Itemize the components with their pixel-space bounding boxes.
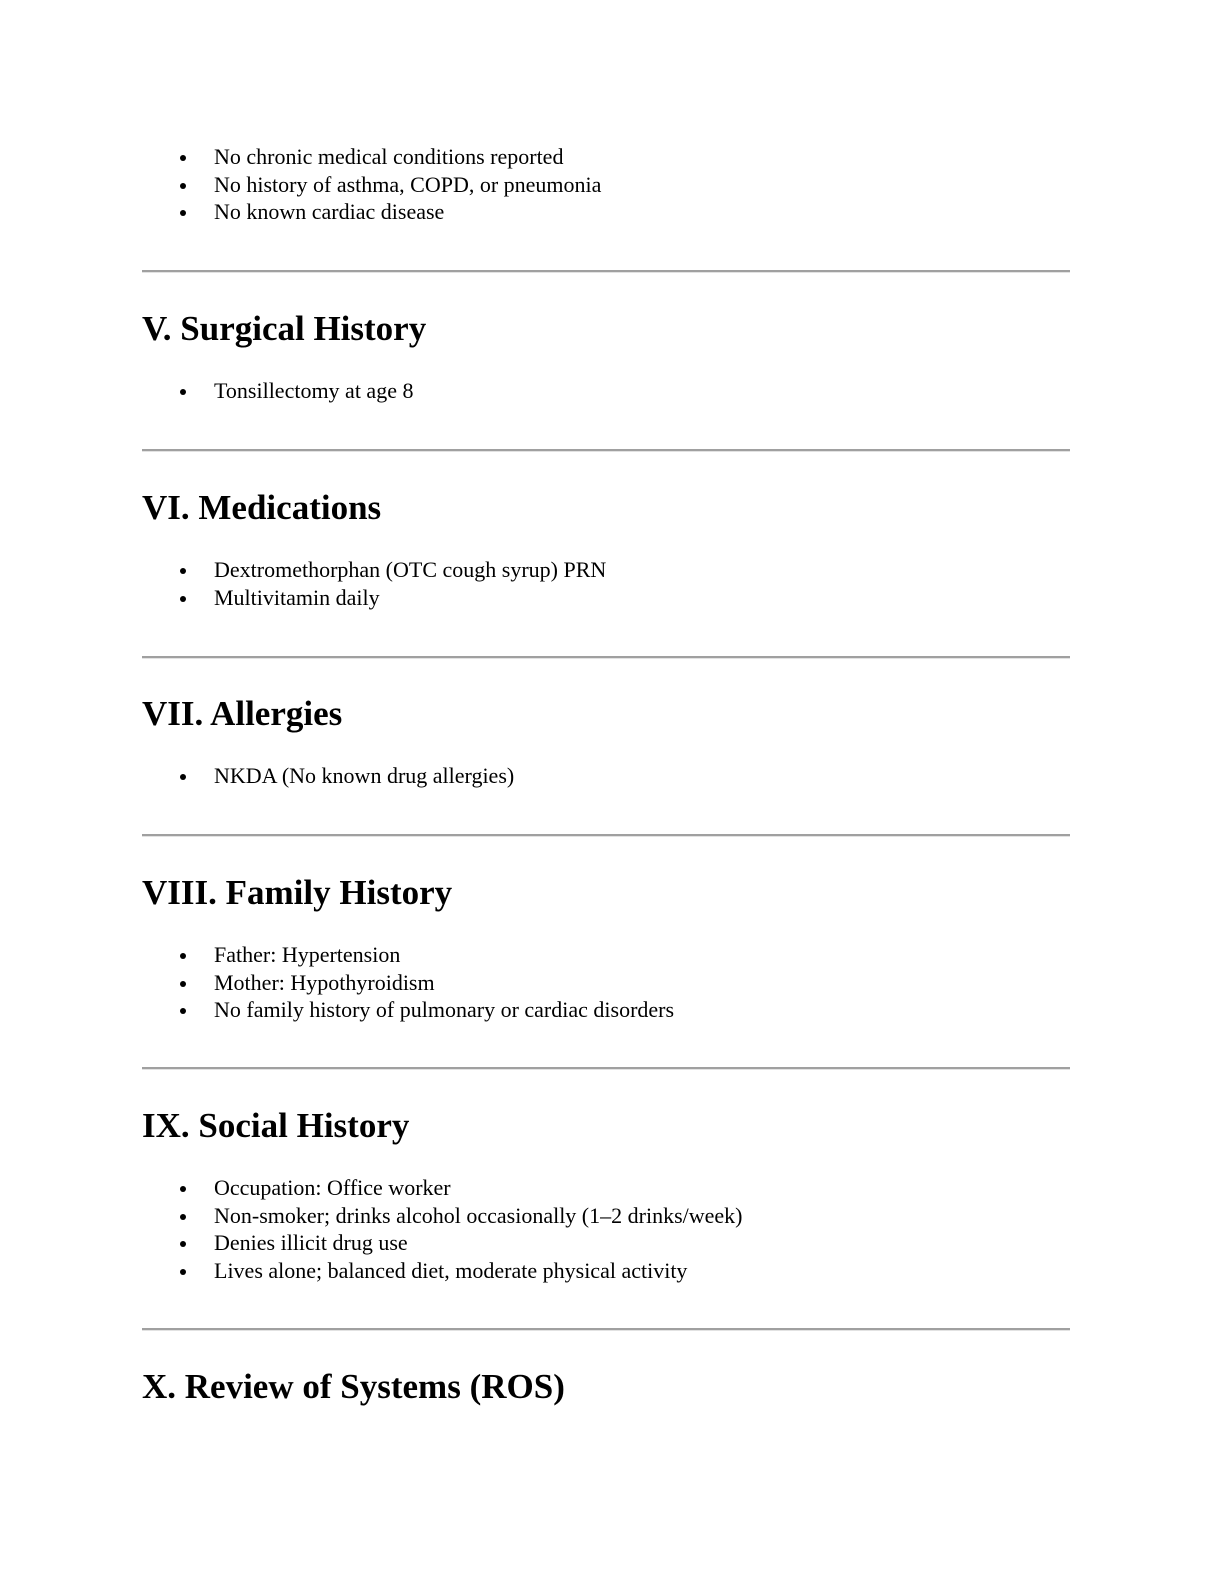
bullet-icon (180, 1214, 186, 1220)
bullet-icon (180, 1186, 186, 1192)
list-item: No known cardiac disease (180, 198, 601, 226)
section-heading-medications: VI. Medications (142, 488, 382, 527)
list-item: No family history of pulmonary or cardiac disorders (180, 996, 674, 1024)
bullet-icon (180, 981, 186, 987)
section-divider (142, 1067, 1070, 1070)
family-history-list (180, 941, 674, 1024)
bullet-icon (180, 568, 186, 574)
list-item: Lives alone; balanced diet, moderate physical activity (180, 1257, 742, 1285)
section-heading-social-history: IX. Social History (142, 1106, 410, 1145)
list-item: No chronic medical conditions reported (180, 143, 601, 171)
social-history-list (180, 1174, 742, 1284)
section-divider (142, 449, 1070, 452)
bullet-icon (180, 210, 186, 216)
bullet-icon (180, 774, 186, 780)
list-item: Tonsillectomy at age 8 (180, 377, 413, 405)
section-heading-surgical-history: V. Surgical History (142, 309, 427, 348)
section-heading-allergies: VII. Allergies (142, 694, 343, 733)
bullet-icon (180, 1008, 186, 1014)
allergies-list (180, 762, 514, 790)
list-item: Father: Hypertension (180, 941, 674, 969)
list-item: Mother: Hypothyroidism (180, 969, 674, 997)
section-divider (142, 834, 1070, 837)
list-item: Occupation: Office worker (180, 1174, 742, 1202)
section-heading-family-history: VIII. Family History (142, 873, 453, 912)
list-item: Dextromethorphan (OTC cough syrup) PRN (180, 556, 606, 584)
medications-list (180, 556, 606, 611)
bullet-icon (180, 155, 186, 161)
bullet-icon (180, 183, 186, 189)
bullet-icon (180, 389, 186, 395)
bullet-icon (180, 1241, 186, 1247)
section-divider (142, 656, 1070, 659)
past-medical-history-list (180, 143, 601, 226)
surgical-history-list (180, 377, 413, 405)
bullet-icon (180, 953, 186, 959)
list-item: Non-smoker; drinks alcohol occasionally (1–2 drinks/week) (180, 1202, 742, 1230)
section-divider (142, 1328, 1070, 1331)
list-item: NKDA (No known drug allergies) (180, 762, 514, 790)
bullet-icon (180, 596, 186, 602)
list-item: Multivitamin daily (180, 584, 606, 612)
list-item: Denies illicit drug use (180, 1229, 742, 1257)
bullet-icon (180, 1269, 186, 1275)
list-item: No history of asthma, COPD, or pneumonia (180, 171, 601, 199)
section-divider (142, 270, 1070, 273)
section-heading-review-of-systems: X. Review of Systems (ROS) (142, 1367, 565, 1406)
